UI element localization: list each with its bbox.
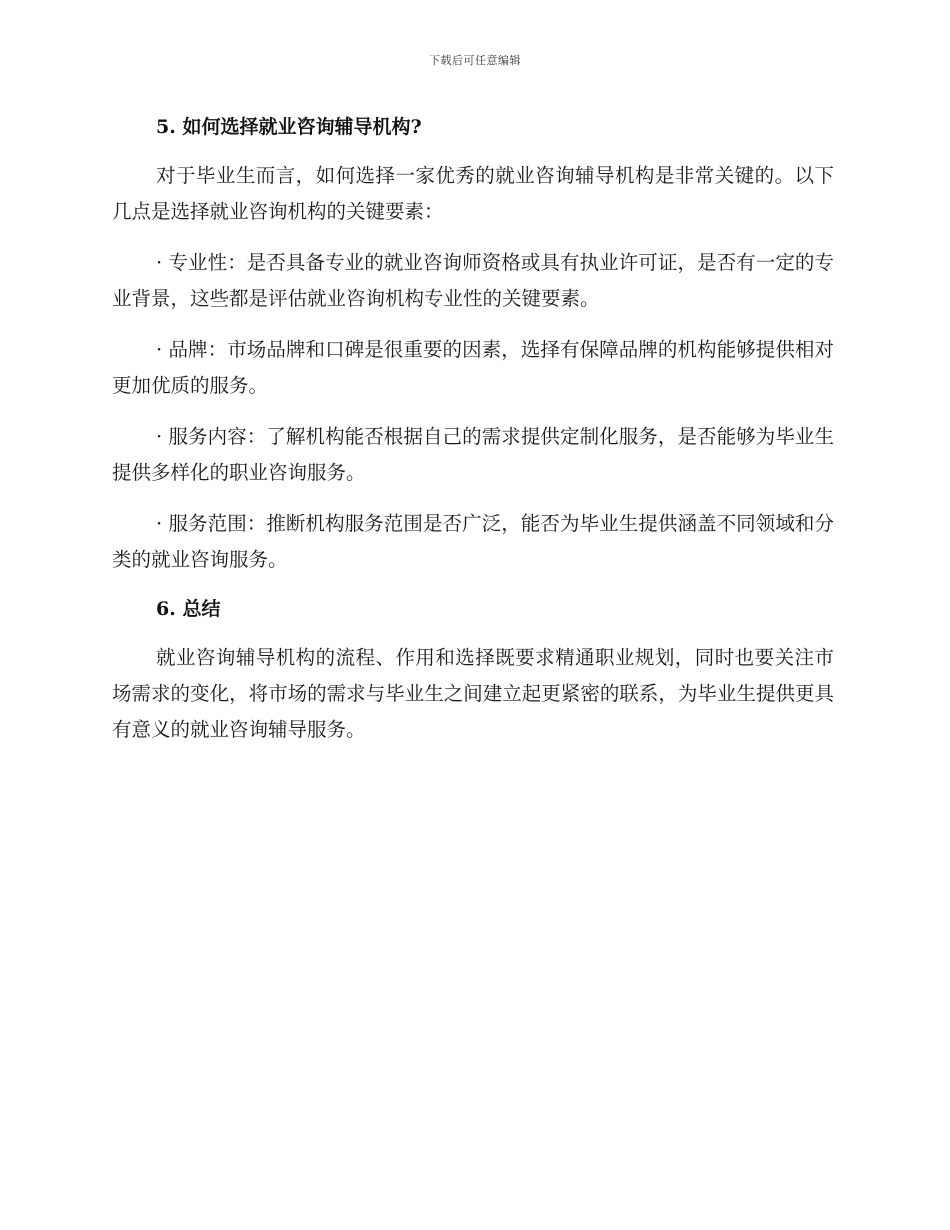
section-5-heading: 5. 如何选择就业咨询辅导机构? [156,116,422,138]
document-body [112,110,834,748]
criteria-item-brand: · 品牌：市场品牌和口碑是很重要的因素，选择有保障品牌的机构能够提供相对更加优质的服务。 [112,338,834,397]
section-6-heading: 6. 总结 [156,598,221,620]
criteria-item-service-content: · 服务内容：了解机构能否根据自己的需求提供定制化服务，是否能够为毕业生提供多样化的职业咨询服务。 [112,425,834,484]
page-header: 下载后可任意编辑 [429,54,521,67]
criteria-item-professionalism: · 专业性：是否具备专业的就业咨询师资格或具有执业许可证，是否有一定的专业背景，这些都是评估就业咨询机构专业性的关键要素。 [112,251,834,310]
criteria-item-service-scope: · 服务范围：推断机构服务范围是否广泛，能否为毕业生提供涵盖不同领域和分类的就业咨询服务。 [112,512,834,571]
section-6-body: 就业咨询辅导机构的流程、作用和选择既要求精通职业规划，同时也要关注市场需求的变化，将市场的需求与毕业生之间建立起更紧密的联系，为毕业生提供更具有意义的就业咨询辅导服务。 [112,646,834,741]
section-5-intro: 对于毕业生而言，如何选择一家优秀的就业咨询辅导机构是非常关键的。以下几点是选择就业咨询机构的关键要素： [112,164,834,223]
